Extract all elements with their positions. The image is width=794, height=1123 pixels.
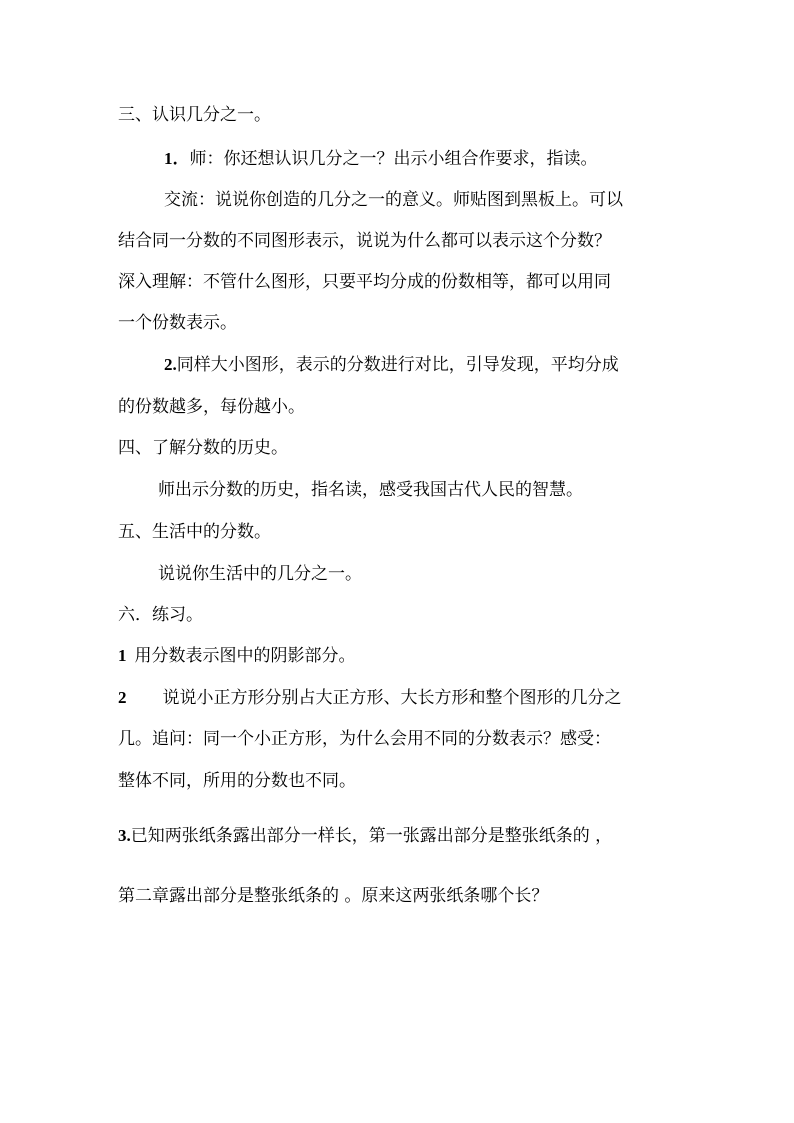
paragraph-item-1: 1．师：你还想认识几分之一？出示小组合作要求，指读。 (164, 149, 598, 169)
paragraph-line: 师出示分数的历史，指名读，感受我国古代人民的智慧。 (158, 480, 583, 500)
paragraph-line: 交流：说说你创造的几分之一的意义。师贴图到黑板上。可以 (164, 190, 623, 210)
heading-section-4: 四、了解分数的历史。 (118, 438, 288, 458)
paragraph-line: 结合同一分数的不同图形表示，说说为什么都可以表示这个分数？ (118, 231, 611, 251)
paragraph-line: 的份数越多，每份越小。 (118, 397, 305, 417)
paragraph-item-2: 2.同样大小图形，表示的分数进行对比，引导发现，平均分成 (164, 355, 619, 375)
item-number: 1． (164, 149, 190, 168)
heading-section-5: 五、生活中的分数。 (118, 522, 271, 542)
heading-section-3: 三、认识几分之一。 (118, 105, 271, 125)
item-number: 2. (164, 355, 177, 374)
exercise-item-2: 2 说说小正方形分别占大正方形、大长方形和整个图形的几分之 (118, 688, 622, 708)
paragraph-line: 一个份数表示。 (118, 313, 237, 333)
heading-section-6: 六．练习。 (118, 605, 203, 625)
paragraph-line: 几。追问：同一个小正方形，为什么会用不同的分数表示？感受： (118, 729, 611, 749)
exercise-item-3: 3.已知两张纸条露出部分一样长，第一张露出部分是整张纸条的 ， (118, 826, 613, 846)
paragraph-line: 整体不同，所用的分数也不同。 (118, 771, 356, 791)
item-number: 1 (118, 646, 127, 665)
item-number: 2 (118, 688, 127, 707)
paragraph-line: 说说你生活中的几分之一。 (158, 564, 362, 584)
item-number: 3. (118, 826, 131, 845)
paragraph-line: 第二章露出部分是整张纸条的 。原来这两张纸条哪个长？ (118, 886, 549, 906)
exercise-item-1: 1 用分数表示图中的阴影部分。 (118, 646, 356, 666)
paragraph-line: 深入理解：不管什么图形，只要平均分成的份数相等，都可以用同 (118, 272, 611, 292)
